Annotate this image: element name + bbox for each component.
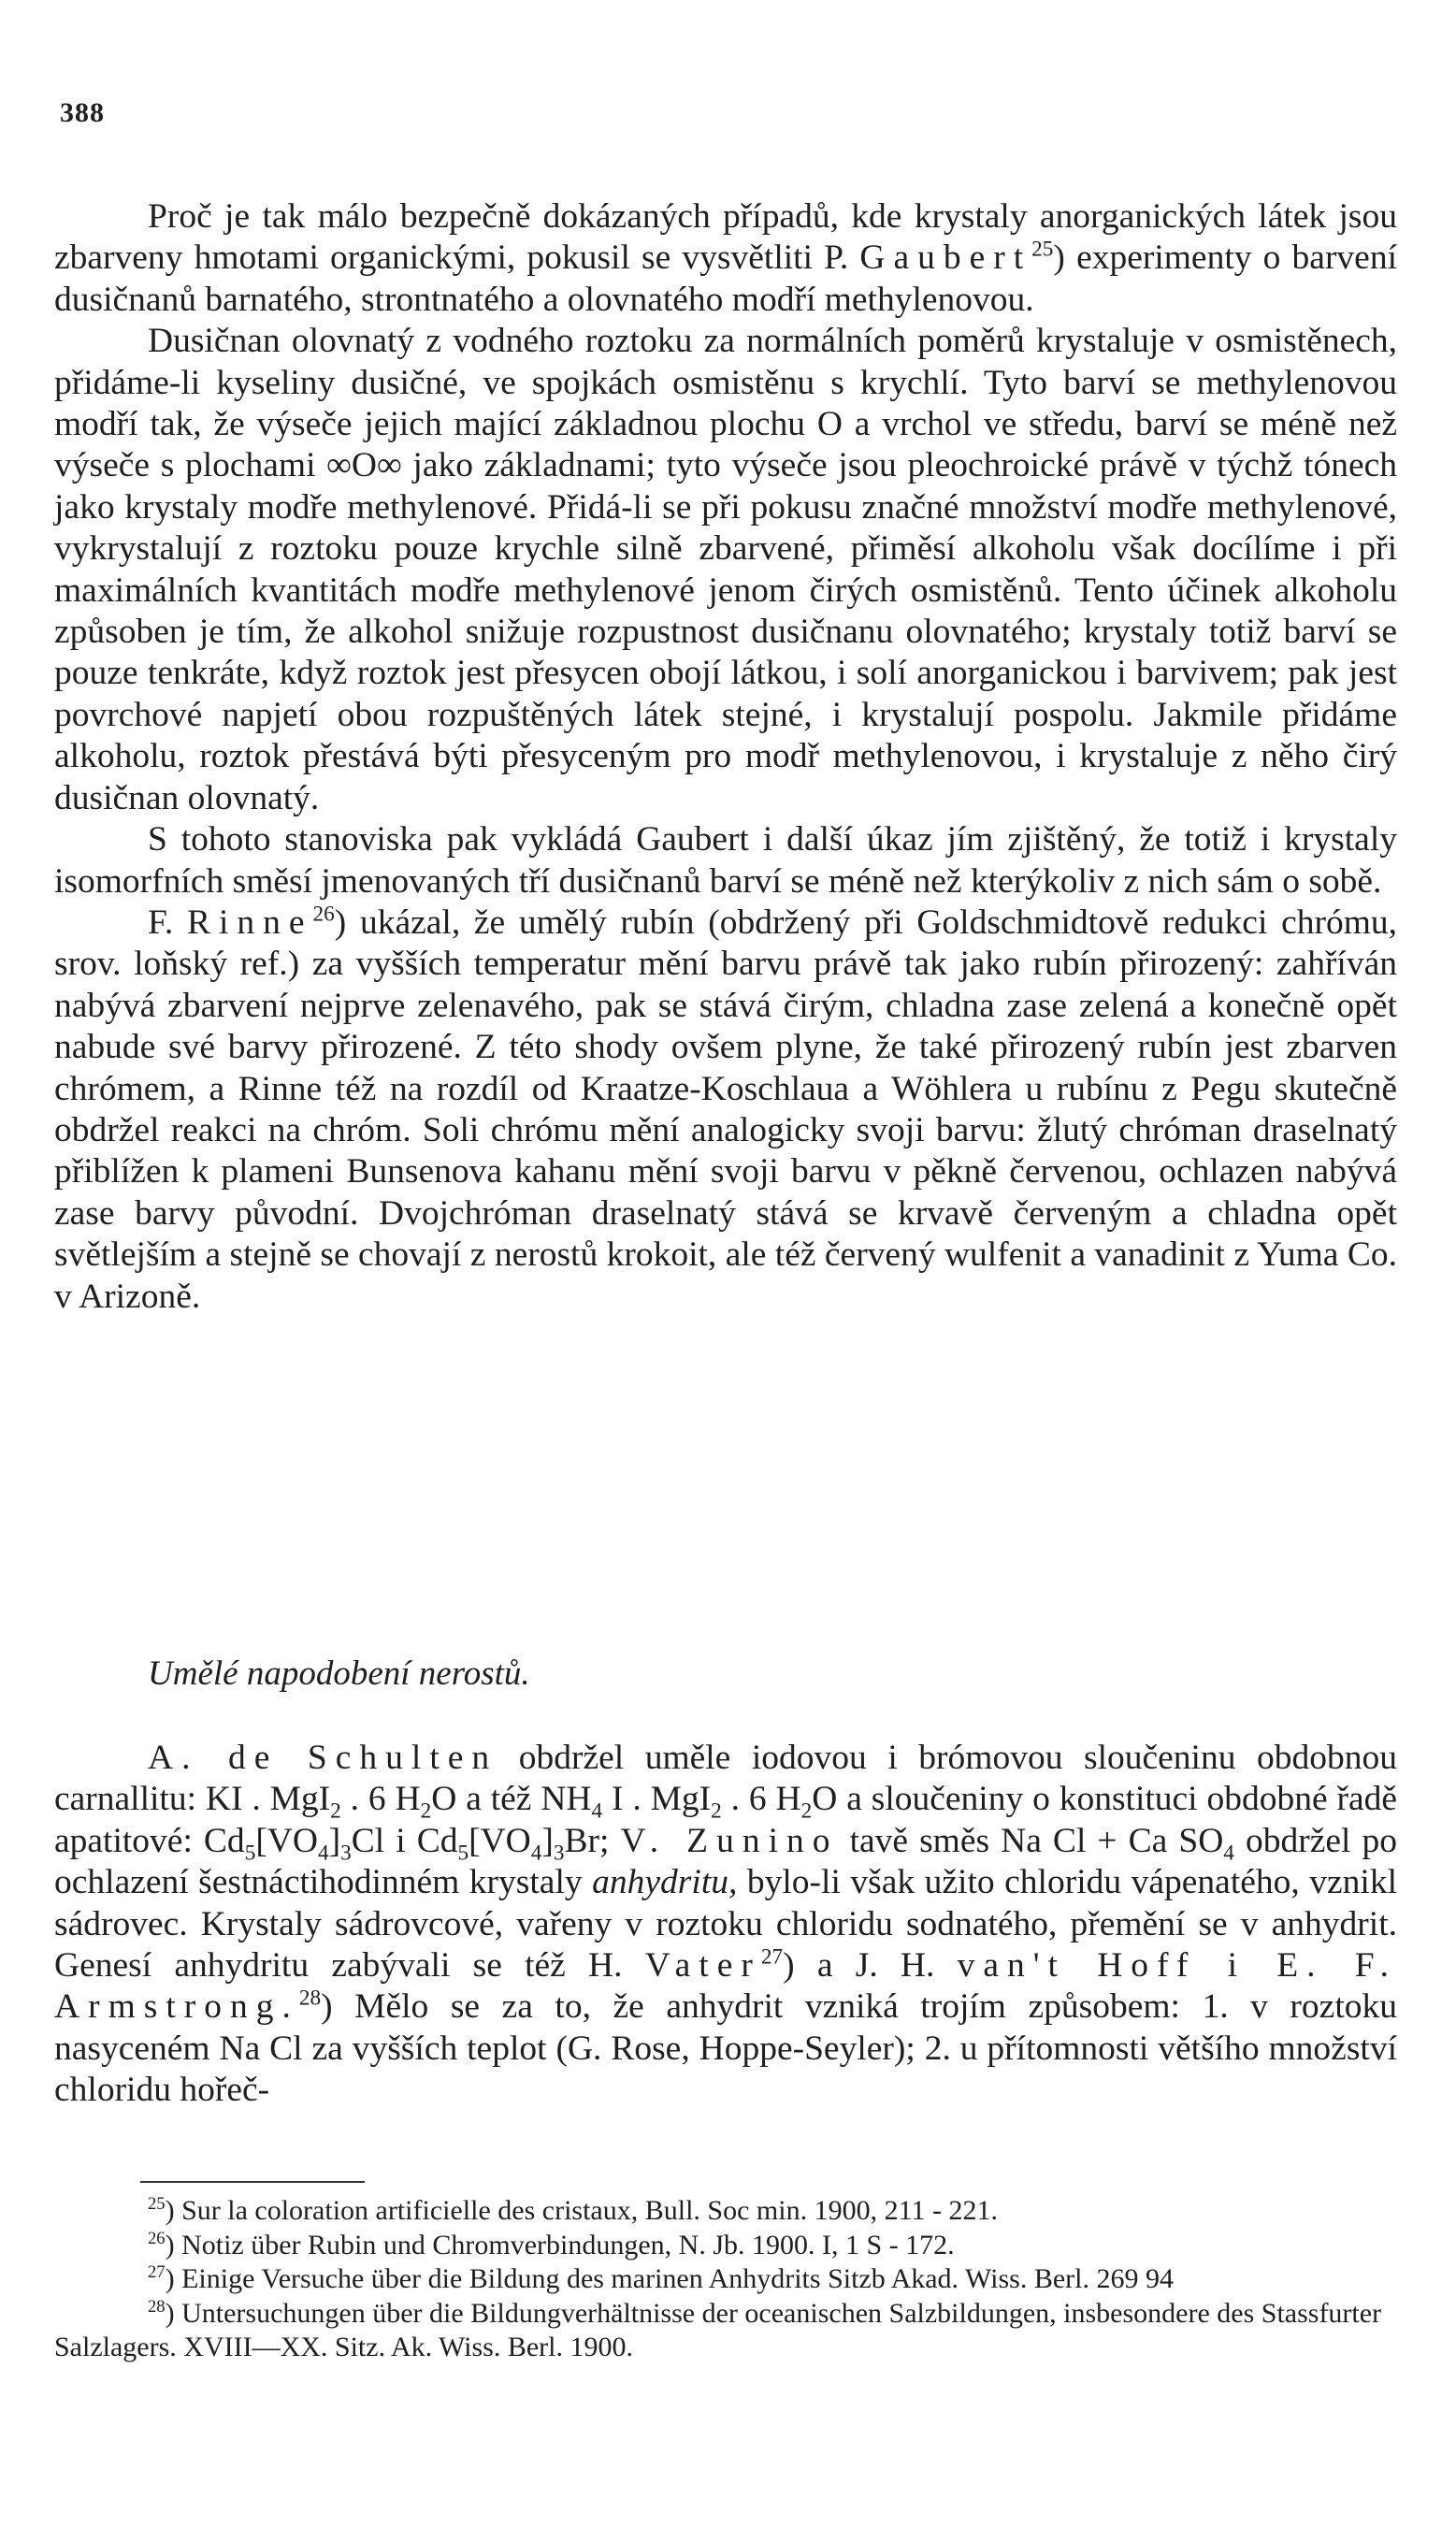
footnote-ref: 25 [1031, 237, 1054, 262]
formula: KI . MgI$_2$ . 6 $H_2O$ [205, 1780, 457, 1824]
footnote-divider [140, 2181, 365, 2183]
body-text [54, 196, 1397, 1318]
footnote: $^{27}$) Einige Versuche über die Bildung des marinen Anhydrits Sitzb Akad. Wiss. Berl. 269 94 [148, 2262, 1174, 2295]
footnote-ref: 26 [312, 902, 335, 927]
paragraph-1: Proč je tak málo bezpečně dokázaných případů, kde krystaly anorganických látek jsou zbarveny hmotami organickými, pokusil se vysvětliti P. Gaubert$^{25}$) experimenty o barvení dusičnanů barnatého, strontnatého a olovnatého modří methylenovou. [54, 197, 1397, 319]
author-name: Gaubert [859, 238, 1032, 278]
paragraph-2: Dusičnan olovnatý z vodného roztoku za normálních poměrů krystaluje v osmistěnech, přidáme-li kyseliny dusičné, ve spojkách osmistěnu s krychlí. Tyto barví se methylenovou modří tak, že výseče jejich mající základnou plochu O a vrchol ve středu, barví se méně než výseče s plochami ∞O∞ jako základnami; tyto výseče jsou pleochroické právě v týchž tónech jako krystaly modře methylenové. Přidá-li se při pokusu značné množství modře methylenové, vykrystalují z roztoku pouze krychle silně zbarvené, přiměsí alkoholu však docílíme i při maximálních kvantitách modře methylenové jenom čirých osmistěnů. Tento účinek alkoholu způsoben je tím, že alkohol snižuje rozpustnost dusičnanu olovnatého; krystaly totiž barví se pouze tenkráte, když roztok jest přesycen obojí látkou, i solí anorganickou i barvivem; pak jest povrchové napjetí obou rozpuštěných látek stejné, i krystalují pospolu. Jakmile přidáme alkoholu, roztok přestává býti přesyceným pro modř methylenovou, i krystaluje z něho čirý dusičnan olovnatý. [54, 322, 1397, 817]
section-body [54, 1738, 1397, 2112]
page-number: 388 [60, 97, 105, 128]
author-name: Rinne [186, 903, 313, 942]
section-title: Umělé napodobení nerostů. [148, 1654, 530, 1693]
paragraph-4: F. Rinne$^{26}$) ukázal, že umělý rubín (obdržený při Goldschmidtově redukci chrómu, srov. loňský ref.) za vyšších temperatur mění barvu právě tak jako rubín přirozený: zahříván nabývá zbarvení nejprve zelenavého, pak se stává čirým, chladna zase zelená a konečně opět nabude své barvy přirozené. Z této shody ovšem plyne, že také přirozený rubín jest zbarven chrómem, a Rinne též na rozdíl od Kraatze-Koschlaua a Wöhlera u rubínu z Pegu skutečně obdržel reakci na chróm. Soli chrómu mění analogicky svoji barvu: žlutý chróman draselnatý přiblížen k plameni Bunsenova kahanu mění svoji barvu v pěkně červenou, ochlazen nabývá zase barvy původní. Dvojchróman draselnatý stává se krvavě červeným a chladna opět světlejším a stejně se chovají z nerostů krokoit, ale též červený wulfenit a vanadinit z Yuma Co. v Arizoně. [54, 902, 1398, 1316]
footnote: $^{25}$) Sur la coloration artificielle des cristaux, Bull. Soc min. 1900, 211 - 221. [148, 2194, 998, 2226]
footnotes [54, 2194, 1397, 2365]
paragraph-3: S tohoto stanoviska pak vykládá Gaubert i další úkaz jím zjištěný, že totiž i krystaly isomorfních směsí jmenovaných tří dusičnanů barví se méně než kterýkoliv z nich sám o sobě. [54, 820, 1397, 901]
formula: $NH_4$ I . MgI$_2$ . 6 $H_2O$ [541, 1780, 838, 1824]
paragraph-5: A. de Schulten obdržel uměle iodovou i brómovou sloučeninu obdobnou carnallitu: KI . MgI$_2$ . 6 $H_2O$ a též $NH_4$ I . MgI$_2$ . 6 $H_2O$ a sloučeniny o konstituci obdobné řadě apatitové: $Cd_5[VO_4]_3Cl$ i $Cd_5[VO_4]_3Br$; V. Zunino tavě směs Na Cl + Ca $SO_4$ obdržel po ochlazení šestnáctihodinném krystaly anhydritu, bylo-li však užito chloridu vápenatého, vznikl sádrovec. Krystaly sádrovcové, vařeny v roztoku chloridu sodnatého, přemění se v anhydrit. Genesí anhydritu zabývali se též H. Vater$^{27}$) a J. H. van't Hoff i E. F. Armstrong.$^{28}$) Mělo se za to, že anhydrit vzniká trojím způsobem: 1. v roztoku nasyceném Na Cl za vyšších teplot (G. Rose, Hoppe-Seyler); 2. u přítomnosti většího množství chloridu hořeč- [54, 1739, 1398, 2110]
footnote: $^{28}$) Untersuchungen über die Bildungverhältnisse der oceanischen Salzbildungen, insbesondere des Stassfurter Salzlagers. XVIII—XX. Sitz. Ak. Wiss. Berl. 1900. [54, 2296, 1382, 2363]
footnote: $^{26}$) Notiz über Rubin und Chromverbindungen, N. Jb. 1900. I, 1 S - 172. [148, 2228, 955, 2260]
formula: $Cd_5[VO_4]_3Cl$ i $Cd_5[VO_4]_3Br$; [203, 1821, 610, 1866]
